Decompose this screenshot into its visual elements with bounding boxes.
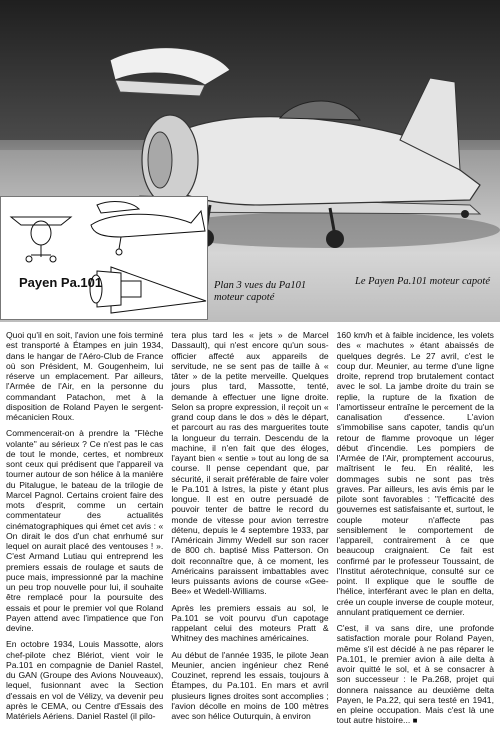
drawing-caption	[214, 280, 324, 304]
paragraph: Commencerait-on à prendre la "Flèche volante" au sérieux ? Ce n'est pas le cas de tout le monde, certes, et nombreux sont ceux qui prédisent que l'appareil va tourner autour de son hélice à la manière du Pitalugue, le bateau de la trilogie de Marcel Pagnol. Certains croient faire des mots d'esprit, comme un certain commentateur des actualités cinématographiques qui émet cet avis : « On dirait le dos d'un chat enrhumé sur lequel on aurait placé des ventouses ! ». C'est Armand Lutiau qui entreprend les premiers essais de roulage et sauts de puce mais, impressionné par la machine un peu trop nouvelle pour lui, il souhaite être remplacé pour la poursuite des essais et pour le premier vol que Roland Payen attend avec l'impatience que l'on devine.	[6, 428, 164, 633]
paragraph: En octobre 1934, Louis Massotte, alors chef-pilote chez Blériot, vient voir le Pa.101 en compagnie de Daniel Rastel, du GAN (Groupe des Avions Nouveaux), lequel, fusionnant avec la Section d'essais en vol de Vélizy, va devenir peu après le CEMA, ou Centre d'Essais des Matériels Aériens. Daniel Rastel (il pilo-	[6, 639, 164, 721]
drawing-caption-line1: Plan 3 vues du Pa101	[214, 280, 307, 291]
paragraph: Quoi qu'il en soit, l'avion une fois terminé est transporté à Étampes en juin 1934, dans le hangar de l'Aéro-Club de France où son Président, M. Gougenheim, lui réserve un emplacement. Par ailleurs, l'Armée de l'Air, en la personne du commandant Patachon, met à la disposition de Roland Payen le sergent-mécanicien Roux.	[6, 330, 164, 422]
paragraph: Après les premiers essais au sol, le Pa.101 se voit pourvu d'un capotage rappelant celui des moteurs Pratt & Whitney des machines américaines.	[171, 602, 329, 644]
paragraph	[337, 623, 494, 727]
paragraph-text: C'est, il va sans dire, une profonde satisfaction morale pour Roland Payen, même s'il est décidé à ne pas réparer le Pa.101, le premier avion à aile delta à avoir quitté le sol, et à se consacrer à son successeur : le Pa.268, projet qui donnera naissance au deuxième delta Payen, le Pa.22, qui sera testé en 1941, en pleine occupation. Mais c'est là une tout autre histoire...	[336, 623, 494, 726]
paragraph: 160 km/h et à faible incidence, les volets des « machutes » étant abaissés de quelques degrés. Le 27 avril, c'est le coup dur. Meunier, au terme d'une ligne droite, reprend trop brutalement contact avec le sol. La jambe droite du train se replie, la rupture de la fixation de l'amortisseur entraîne le percement de la canalisation d'essence. L'avion s'immobilise sans capoter, tandis qu'un retour de flamme provoque un léger début d'incendie. Les pompiers de l'Armée de l'Air, promptement accourus, maîtrisent le feu. En réalité, les dommages subis ne sont pas très graves. Par ailleurs, les avis émis par le pilote sont favorables : "l'efficacité des gouvernes est satisfaisante et, surtout, le couple moteur n'affecte pas sensiblement le comportement de l'appareil, contrairement à ce que beaucoup craignaient. Ce fait est confirmé par le professeur Toussaint, de l'Institut aérotechnique, consulté sur ce point. Il explique que le souffle de l'hélice, interférant avec le plan en delta, crée un couple inverse de couple moteur, annulant pratiquement ce dernier.	[336, 330, 494, 617]
end-mark: ■	[412, 716, 418, 726]
drawing-caption-line2: moteur capoté	[214, 292, 275, 303]
article-column-1	[6, 330, 163, 722]
photo-caption: Le Payen Pa.101 moteur capoté	[354, 276, 490, 287]
three-view-drawing-panel	[0, 196, 208, 320]
three-view-drawing	[1, 197, 209, 321]
paragraph: tera plus tard les « jets » de Marcel Dassault), qui n'est encore qu'un sous-officier affecté aux appareils de servitude, ne se sent pas de taille à « tâter » de la petite merveille. Quelques jours plus tard, Massotte, tenté, demande à effectuer une ligne droite. Selon sa propre expression, il reçoit un « grand coup dans le dos » dès le départ, et parcourt au ras des marguerites toute la longueur du terrain. Descendu de la machine, il n'en fait que des éloges, l'ayant bien « sentie » tout au long de sa course. Il pense cependant que, par sécurité, il serait préférable de faire voler le Pa.101 à Istres, la piste y étant plus longue. Il est en outre persuadé de pouvoir tenter de battre le record du monde de vitesse pour avion terrestre détenu, depuis le 4 septembre 1933, par l'Américain Jimmy Wedell sur son racer de 800 ch. baptisé Miss Patterson. On doit reconnaître que, à ce moment, les Américains paraissent imbattables avec leurs puissants avions de course «Gee-Bee» et Wedell-Williams.	[171, 330, 329, 597]
drawing-title: Payen Pa.101	[19, 275, 103, 290]
article-column-3	[336, 330, 494, 726]
paragraph: Au début de l'année 1935, le pilote Jean Meunier, ancien ingénieur chez René Couzinet, reprend les essais, toujours à Étampes, du Pa.101. En mars et avril plusieurs lignes droites sont accomplies ; l'avion décolle en moins de 100 mètres avec son hélice Outurquin, à environ	[171, 649, 329, 721]
article-column-2	[171, 330, 328, 722]
article-body	[6, 330, 494, 726]
